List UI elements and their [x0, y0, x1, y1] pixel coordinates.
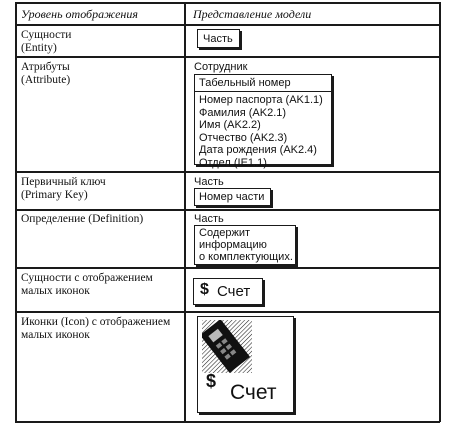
small-icons-label — [21, 272, 153, 298]
dollar-icon: $ — [206, 371, 217, 391]
primary-key-text: Номер части — [199, 191, 265, 203]
attribute-label-en: (Attribute) — [21, 74, 71, 86]
table-bottom-border — [15, 421, 440, 423]
attribute-item: Отдел (IE1.1) — [199, 156, 267, 169]
primary-key-label-ru: Первичный ключ — [21, 176, 106, 188]
header-model-view: Представление модели — [193, 7, 312, 21]
dollar-icon: $ — [200, 281, 209, 298]
row-divider — [15, 267, 440, 269]
attribute-item: Номер паспорта (AK1.1) — [199, 94, 323, 106]
definition-label: Определение (Definition) — [21, 213, 144, 225]
header-level: Уровень отображения — [21, 7, 138, 21]
definition-line: Содержит — [199, 227, 251, 239]
entity-label-en: (Entity) — [21, 42, 57, 54]
attribute-item: Отчество (AK2.3) — [199, 131, 288, 144]
key-separator — [195, 91, 331, 92]
small-icons-label-line1: Сущности с отображением — [21, 272, 153, 284]
large-icon-box-text: Счет — [230, 381, 277, 404]
row-divider — [15, 171, 440, 173]
table-right-border — [439, 2, 441, 422]
small-icon-entity-box[interactable] — [193, 278, 263, 305]
large-icons-label-line1: Иконки (Icon) с отображением — [21, 316, 171, 328]
large-icons-label-line2: малых иконок — [21, 329, 90, 341]
entity-box[interactable] — [197, 29, 240, 48]
attribute-item: Имя (AK2.2) — [199, 119, 261, 132]
small-icon-box-text: Счет — [217, 283, 251, 300]
column-divider — [184, 2, 186, 422]
attribute-entity-box[interactable] — [194, 74, 332, 169]
definition-line: информацию — [199, 239, 267, 251]
entity-box-text: Часть — [203, 33, 233, 45]
attribute-item: Дата рождения (AK2.4) — [199, 144, 317, 157]
row-divider — [15, 56, 440, 58]
primary-key-box[interactable] — [194, 188, 271, 206]
entity-label — [21, 29, 71, 55]
attribute-list — [199, 94, 323, 170]
large-icon-entity-box[interactable] — [197, 316, 294, 413]
row-divider — [15, 209, 440, 211]
attribute-item: Фамилия (AK2.1) — [199, 106, 287, 119]
attribute-label — [21, 61, 70, 87]
definition-entity-name: Часть — [194, 213, 224, 225]
large-icons-label — [21, 316, 170, 342]
row-divider — [15, 311, 440, 313]
primary-key-label-en: (Primary Key) — [21, 189, 88, 201]
table-top-border — [15, 2, 440, 4]
small-icons-label-line2: малых иконок — [21, 285, 90, 297]
attribute-key: Табельный номер — [199, 77, 291, 89]
table-left-border — [15, 2, 17, 422]
entity-label-ru: Сущности — [21, 29, 72, 41]
definition-box[interactable] — [194, 225, 296, 265]
primary-key-label — [21, 176, 106, 202]
attribute-label-ru: Атрибуты — [21, 61, 70, 73]
header-divider — [15, 24, 440, 26]
attribute-entity-name: Сотрудник — [194, 61, 248, 73]
definition-line: о комплектующих. — [199, 251, 293, 263]
calculator-icon — [202, 320, 252, 373]
primary-key-entity-name: Часть — [194, 176, 224, 188]
